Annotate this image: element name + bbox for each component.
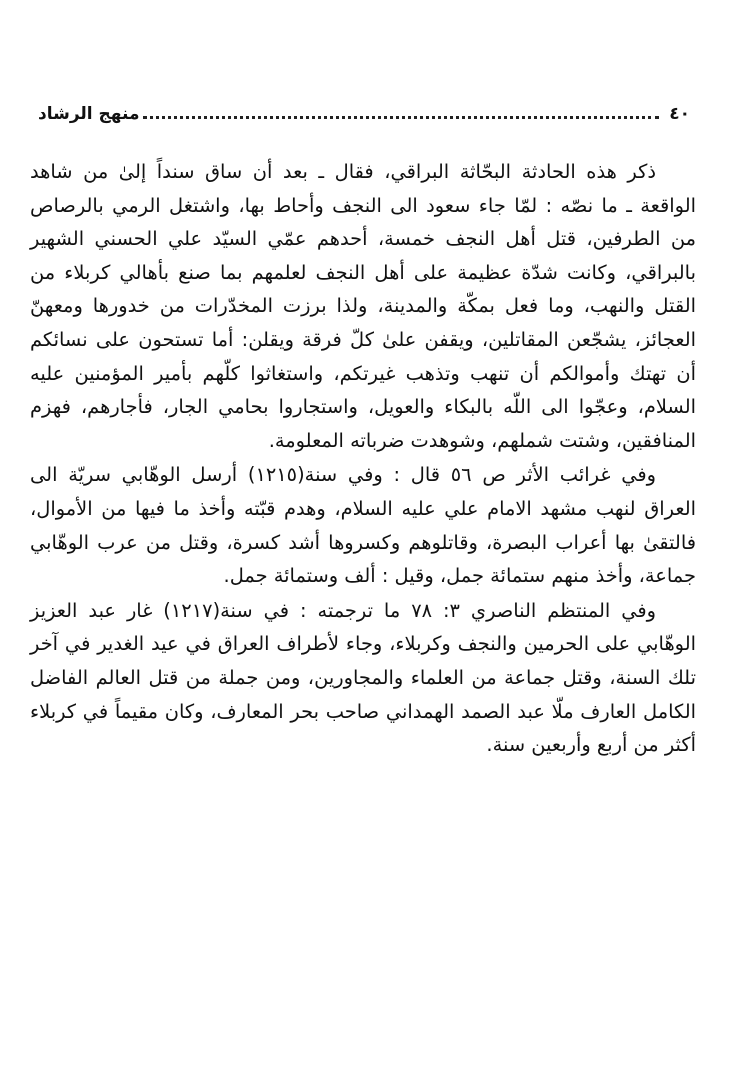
paragraph-albaraqi-account: ذكر هذه الحادثة البحّاثة البراقي، فقال ـ بعد أن ساق سنداً إلىٰ من شاهد الواقعة ـ ما نصّه : لمّا جاء سعود الى النجف وأحاط بها، واشتغل الرمي بالرصاص من الطرفين، قتل أهل النجف خمسة، أحدهم عمّي السيّد علي الحسني الشهير بالبراقي، وكانت شدّة عظيمة على أهل النجف لعلمهم بما صنع بأهالي كربلاء من القتل والنهب، وما فعل بمكّة والمدينة، ولذا برزت المخدّرات من خدورها ومعهنّ العجائز، يشجّعن المقاتلين، ويقفن علىٰ كلّ فرقة ويقلن: أما تستحون على نسائكم أن تهتك وأموالكم أن تنهب وتذهب غيرتكم، واستغاثوا كلّهم بأمير المؤمنين عليه السلام، وعجّوا الى اللّه بالبكاء والعويل، واستجاروا بحامي الجار، فأجارهم، فهزم المنافقين، وشتت شملهم، وشوهدت ضرباته المعلومة. [30, 160, 696, 452]
running-header [38, 104, 690, 138]
paragraph-gharaib-al-athar: وفي غرائب الأثر ص ٥٦ قال : وفي سنة(١٢١٥) أرسل الوهّابي سريّة الى العراق لنهب مشهد الامام علي عليه السلام، وهدم قبّته وأخذ ما فيها من الأموال، فالتقىٰ بها أعراب البصرة، وقاتلوهم وكسروها أشد كسرة، وقتل من عرب الوهّابي جماعة، وأخذ منهم ستمائة جمل، وقيل : ألف وستمائة جمل. [30, 463, 696, 588]
paragraph-muntazam-nasiri: وفي المنتظم الناصري ٣: ٧٨ ما ترجمته : في سنة(١٢١٧) غار عبد العزيز الوهّابي على الحرمين والنجف وكربلاء، وجاء لأطراف العراق في عيد الغدير في آخر تلك السنة، وقتل جماعة من العلماء والمجاورين، ومن جملة من قتل العالم الفاضل الكامل العارف ملّا عبد الصمد الهمداني صاحب بحر المعارف، وكان مقيماً في كربلاء أكثر من أربع وأربعين سنة. [30, 598, 696, 757]
body-text [30, 155, 696, 762]
dotted-leader [143, 115, 659, 119]
page-number: ٤٠ [669, 104, 690, 124]
running-title: منهج الرشاد [38, 104, 140, 124]
